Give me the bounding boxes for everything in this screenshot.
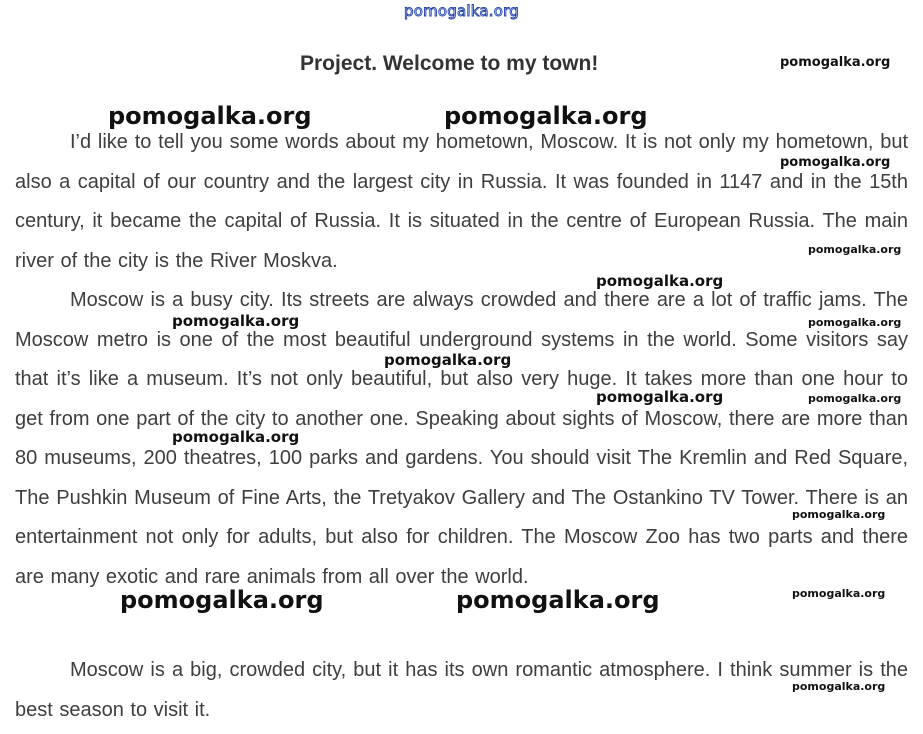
watermark: pomogalka.org xyxy=(780,155,891,170)
watermark: pomogalka.org xyxy=(108,102,312,130)
watermark: pomogalka.org xyxy=(120,586,324,614)
watermark: pomogalka.org xyxy=(172,312,300,330)
watermark: pomogalka.org xyxy=(792,508,886,521)
watermark: pomogalka.org xyxy=(792,680,886,693)
watermark: pomogalka.org xyxy=(808,392,902,405)
watermark: pomogalka.org xyxy=(596,388,724,406)
watermark: pomogalka.org xyxy=(780,55,891,70)
watermark: pomogalka.org xyxy=(172,428,300,446)
watermark: pomogalka.org xyxy=(444,102,648,130)
watermark: pomogalka.org xyxy=(456,586,660,614)
paragraph-1: I’d like to tell you some words about my hometown, Moscow. It is not only my hometown, but also a capital of our country and the largest city in Russia. It was founded in 1147 and in the 15th century, it became the capital of Russia. It is situated in the centre of European Russia. The main river of the city is the River Moskva. xyxy=(15,131,908,272)
watermark: pomogalka.org xyxy=(384,351,512,369)
paragraph-2: Moscow is a busy city. Its streets are always crowded and there are a lot of traffic jams. The Moscow metro is one of the most beautiful underground systems in the world. Some visitors say that it’s like a museum. It’s not only beautiful, but also very huge. It takes more than one hour to get from one part of the city to another one. Speaking about sights of Moscow, there are more than 80 museums, 200 theatres, 100 parks and gardens. You should visit The Kremlin and Red Square, The Pushkin Museum of Fine Arts, the Tretyakov Gallery and The Ostankino TV Tower. There is an entertainment not only for adults, but also for children. The Moscow Zoo has two parts and there are many exotic and rare animals from all over the world. xyxy=(15,289,908,588)
watermark-top: pomogalka.org xyxy=(404,2,519,20)
watermark: pomogalka.org xyxy=(792,587,886,600)
paragraph-3: Moscow is a big, crowded city, but it has its own romantic atmosphere. I think summer is the best season to visit it. xyxy=(15,659,908,721)
watermark: pomogalka.org xyxy=(596,272,724,290)
document-title: Project. Welcome to my town! xyxy=(300,52,599,75)
watermark: pomogalka.org xyxy=(808,316,902,329)
watermark: pomogalka.org xyxy=(808,243,902,256)
